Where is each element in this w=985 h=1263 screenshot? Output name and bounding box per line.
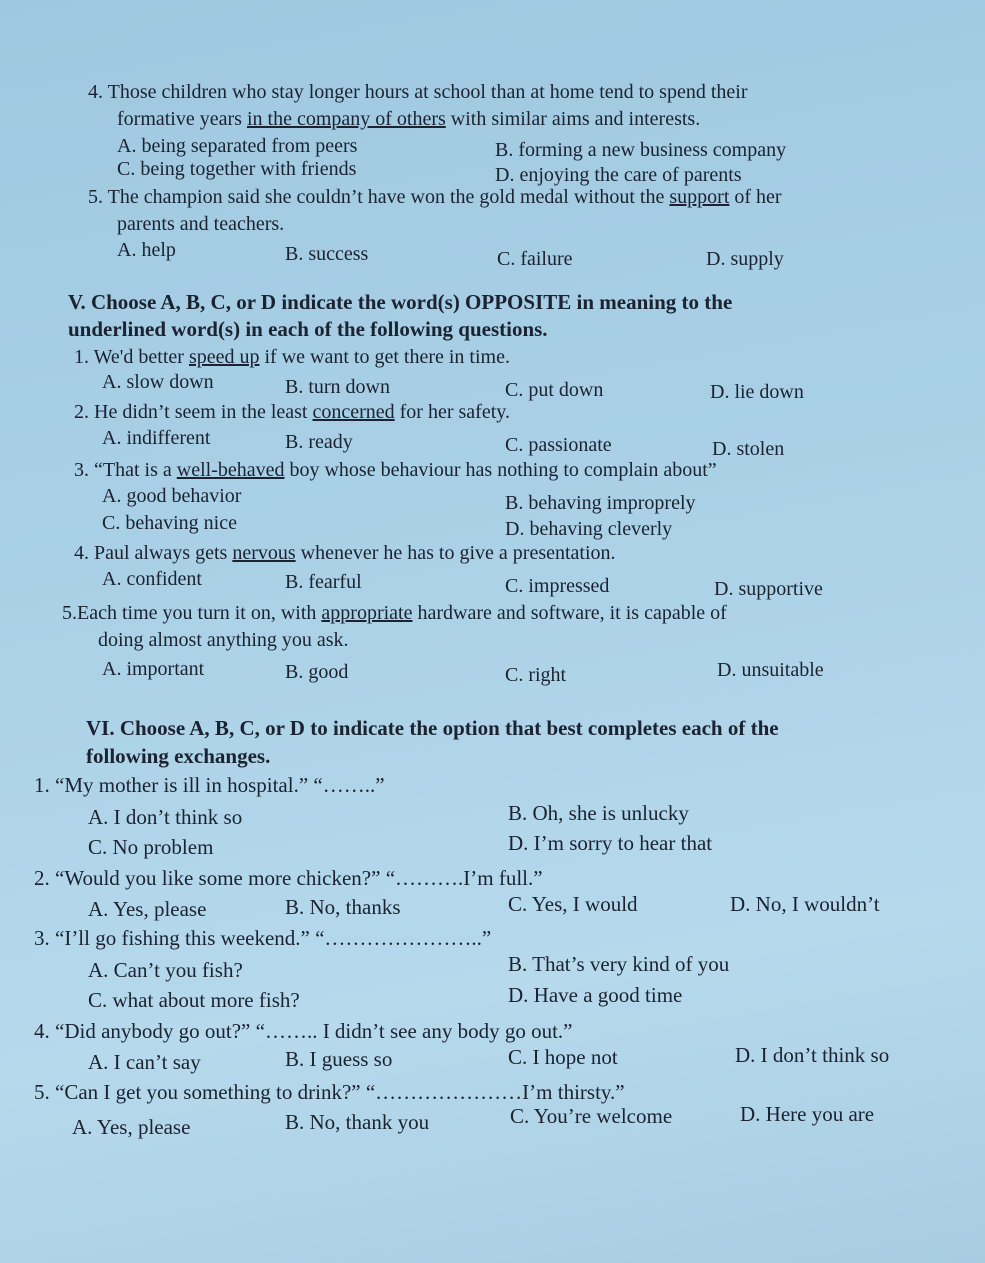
question-iv-5-line2: parents and teachers.	[117, 213, 285, 235]
question-v-5: 5.Each time you turn it on, with appropriate hardware and software, it is capable of	[62, 602, 727, 624]
question-v-3: 3. “That is a well-behaved boy whose behaviour has nothing to complain about”	[74, 459, 717, 481]
option-b: B. success	[285, 243, 369, 265]
underlined-phrase: nervous	[232, 542, 296, 564]
option-c: C. put down	[505, 379, 604, 401]
option-b: B. ready	[285, 431, 353, 453]
section-vi-heading: VI. Choose A, B, C, or D to indicate the option that best completes each of the	[86, 716, 779, 740]
option-b: B. fearful	[285, 571, 362, 593]
option-b: B. forming a new business company	[495, 139, 787, 161]
question-iv-5-line1: 5. The champion said she couldn’t have won the gold medal without the support of her	[88, 186, 782, 208]
question-v-2: 2. He didn’t seem in the least concerned for her safety.	[74, 401, 510, 423]
option-d: D. Here you are	[740, 1102, 875, 1126]
question-iv-4-line1: 4. Those children who stay longer hours at school than at home tend to spend their	[88, 81, 748, 103]
option-d: D. stolen	[712, 438, 785, 460]
question-vi-3: 3. “I’ll go fishing this weekend.” “…………………..”	[34, 926, 492, 950]
section-v-heading: V. Choose A, B, C, or D indicate the word(s) OPPOSITE in meaning to the	[68, 290, 733, 314]
option-a: A. good behavior	[102, 485, 242, 507]
option-a: A. Yes, please	[88, 897, 207, 921]
option-d: D. No, I wouldn’t	[730, 892, 880, 916]
option-d: D. I don’t think so	[735, 1043, 890, 1067]
option-b: B. I guess so	[285, 1047, 393, 1071]
option-b: B. Oh, she is unlucky	[508, 801, 689, 825]
option-a: A. Yes, please	[72, 1115, 191, 1139]
question-v-1: 1. We'd better speed up if we want to get there in time.	[74, 346, 510, 368]
question-v-5-line2: doing almost anything you ask.	[98, 629, 349, 651]
underlined-phrase: well-behaved	[176, 459, 285, 481]
option-d: D. lie down	[710, 381, 804, 403]
option-c: C. behaving nice	[102, 512, 237, 534]
underlined-phrase: speed up	[188, 346, 260, 368]
option-c: C. You’re welcome	[510, 1104, 673, 1128]
option-a: A. important	[102, 658, 205, 680]
option-c: C. being together with friends	[117, 158, 357, 180]
option-a: A. I can’t say	[88, 1050, 201, 1074]
option-a: A. I don’t think so	[88, 805, 243, 829]
option-a: A. being separated from peers	[117, 135, 358, 157]
option-c: C. No problem	[88, 835, 214, 859]
option-d: D. unsuitable	[717, 659, 824, 681]
section-vi-heading-line2: following exchanges.	[86, 744, 271, 768]
underlined-phrase: appropriate	[321, 602, 413, 624]
option-b: B. That’s very kind of you	[508, 952, 730, 976]
question-v-4: 4. Paul always gets nervous whenever he has to give a presentation.	[74, 542, 616, 564]
question-vi-4: 4. “Did anybody go out?” “…….. I didn’t see any body go out.”	[34, 1019, 573, 1043]
option-a: A. confident	[102, 568, 202, 590]
option-d: D. supportive	[714, 578, 823, 600]
option-c: C. impressed	[505, 575, 610, 597]
underlined-phrase: concerned	[312, 401, 395, 423]
option-a: A. Can’t you fish?	[88, 958, 243, 982]
question-vi-1: 1. “My mother is ill in hospital.” “……..”	[34, 773, 385, 797]
underlined-phrase: support	[669, 186, 730, 208]
option-d: D. I’m sorry to hear that	[508, 831, 713, 855]
option-d: D. behaving cleverly	[505, 518, 673, 540]
option-a: A. slow down	[102, 371, 214, 393]
option-b: B. behaving improprely	[505, 492, 696, 514]
option-b: B. good	[285, 661, 349, 683]
question-vi-5: 5. “Can I get you something to drink?” “…………………I’m thirsty.”	[34, 1080, 625, 1104]
option-c: C. failure	[497, 248, 573, 270]
underlined-phrase: in the company of others	[246, 108, 446, 130]
option-d: D. supply	[706, 248, 784, 270]
option-a: A. indifferent	[102, 427, 211, 449]
option-d: D. Have a good time	[508, 983, 683, 1007]
option-d: D. enjoying the care of parents	[495, 164, 742, 186]
option-c: C. I hope not	[508, 1045, 618, 1069]
option-c: C. passionate	[505, 434, 612, 456]
option-b: B. No, thanks	[285, 895, 401, 919]
option-c: C. right	[505, 664, 567, 686]
option-b: B. turn down	[285, 376, 390, 398]
question-vi-2: 2. “Would you like some more chicken?” “……….I’m full.”	[34, 866, 543, 890]
option-c: C. Yes, I would	[508, 892, 638, 916]
option-c: C. what about more fish?	[88, 988, 300, 1012]
section-v-heading-line2: underlined word(s) in each of the following questions.	[68, 317, 548, 341]
option-b: B. No, thank you	[285, 1110, 430, 1134]
option-a: A. help	[117, 239, 176, 261]
question-iv-4-line2: formative years in the company of others with similar aims and interests.	[117, 108, 701, 130]
